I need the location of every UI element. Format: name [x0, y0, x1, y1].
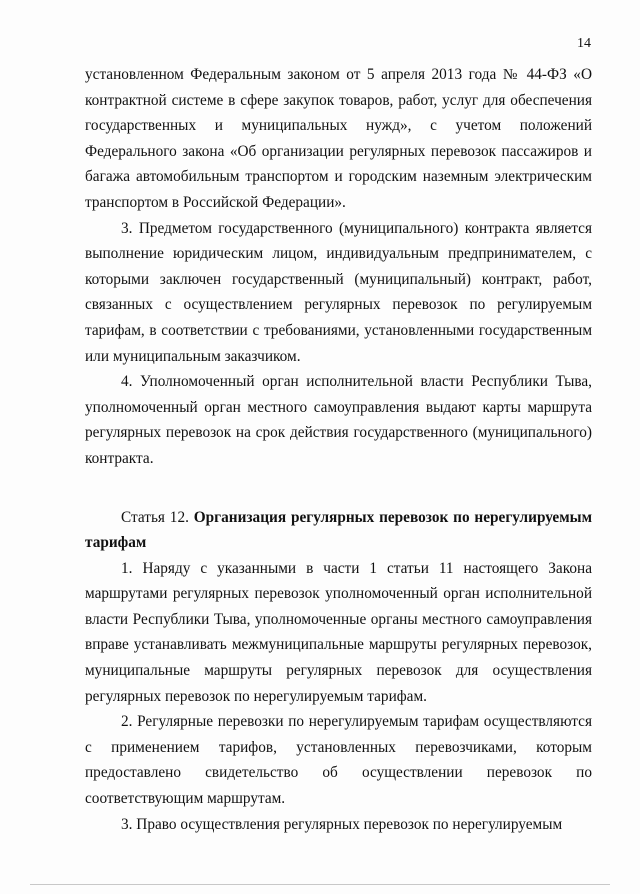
document-body	[85, 62, 592, 837]
section-gap	[85, 472, 592, 505]
scan-edge-line	[30, 884, 610, 885]
article-label: Статья 12.	[121, 508, 189, 526]
article-paragraph-1: 1. Наряду с указанными в части 1 статьи 11 настоящего Закона маршрутами регулярных перевозок уполномоченный орган исполнительной власти Республики Тыва, уполномоченные органы местного самоуправления вправе устанавливать межмуниципальные маршруты регулярных перевозок, муниципальные маршруты регулярных перевозок для осуществления регулярных перевозок по нерегулируемым тарифам.	[85, 559, 592, 705]
paragraph-item-4: 4. Уполномоченный орган исполнительной власти Республики Тыва, уполномоченный орган местного самоуправления выдают карты маршрута регулярных перевозок на срок действия государственного (муниципального) контракта.	[85, 373, 592, 467]
article-paragraph-2: 2. Регулярные перевозки по нерегулируемым тарифам осуществляются с применением тарифов, установленных перевозчиками, которым предоставлено свидетельство об осуществлении перевозок по соответствующим маршрутам.	[85, 713, 592, 808]
article-paragraph-3: 3. Право осуществления регулярных перевозок по нерегулируемым	[121, 815, 563, 833]
paragraph-continuation: установленном Федеральным законом от 5 апреля 2013 года № 44-ФЗ «О контрактной системе в сфере закупок товаров, работ, услуг для обеспечения государственных и муниципальных нужд», с учетом положений Федерального закона «Об организации регулярных перевозок пассажиров и багажа автомобильным транспортом и городским наземным электрическим транспортом в Российской Федерации».	[85, 66, 592, 211]
page-number: 14	[577, 36, 591, 51]
article-heading	[85, 505, 592, 556]
article-title: Организация регулярных перевозок по нерегулируемым тарифам	[85, 508, 592, 552]
paragraph-item-3: 3. Предметом государственного (муниципального) контракта является выполнение юридическим лицом, индивидуальным предпринимателем, с которыми заключен государственный (муниципальный) контракт, работ, связанных с осуществлением регулярных перевозок по регулируемым тарифам, в соответствии с требованиями, установленными государственным или муниципальным заказчиком.	[85, 219, 592, 365]
